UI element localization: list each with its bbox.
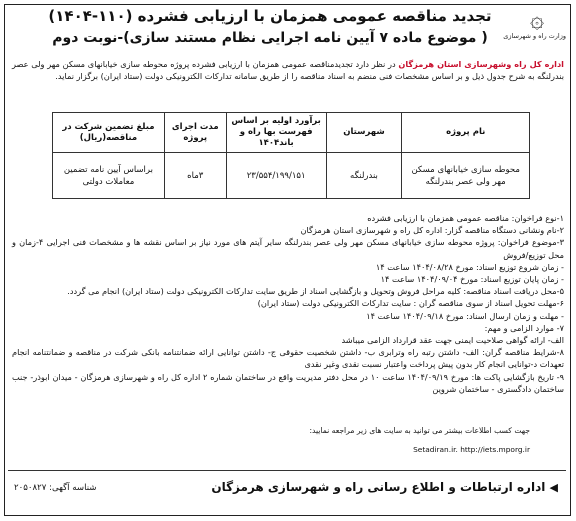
notice-title: تجدید مناقصه عمومی همزمان با ارزیابی فشرده (۱۱۰-۱۴۰۴): [48, 7, 492, 25]
table-cell-guarantee: براساس آیین نامه تضمین معاملات دولتی: [53, 153, 165, 199]
item-opening-date: ۹- تاریخ بازگشایی پاکت ها: مورخ ۱۴۰۴/۰۹/۱۹ ساعت ۱۰ در محل دفتر مدیریت واقع در ساختمان شماره ۲ اداره کل راه و شهرسازی هرمزگان - میدان ابوذر- جنب ساختمان دادگستری - ساختمان شروین: [12, 371, 564, 394]
intro-paragraph: [12, 58, 564, 82]
table-row: [53, 153, 530, 199]
publisher-name: اداره ارتباطات و اطلاع رسانی راه و شهرسازی هرمزگان: [211, 480, 546, 494]
item-documents-location: ۵-محل دریافت اسناد مناقصه: کلیه مراحل فروش وتحویل و بازگشایی اسناد از طریق سایت تدارکات الکترونیکی دولت (ستاد ایران) انجام می گردد.: [67, 286, 564, 297]
tender-table: [52, 112, 530, 199]
intro-lead: اداره کل راه وشهرسازی استان هرمزگان: [398, 59, 564, 69]
table-header-city: شهرستان: [326, 113, 402, 153]
table-header-row: [53, 113, 530, 153]
item-submission-place: ۶-مهلت تحویل اسناد از سوی مناقصه گران : سایت تدارکات الکترونیکی دولت (ستاد ایران): [257, 298, 564, 309]
intro-text: در نظر دارد تجدیدمناقصه عمومی همزمان با ارزیابی فشرده پروژه محوطه سازی خیابانهای مسکن مهر ولی عصر بندرلنگه به شرح جدول ذیل و بر اساس مشخصات فنی منضم به اسناد مناقصه را از طریق سامانه تدارکات الکترونیکی دولت (ستاد ایران) برگزار نماید.: [12, 59, 564, 81]
footer-divider: [8, 470, 566, 471]
item-organizer: ۲-نام ونشانی دستگاه مناقصه گزار: اداره کل راه و شهرسازی استان هرمزگان: [300, 225, 564, 236]
contact-text: جهت کسب اطلاعات بیشتر می توانید به سایت های زیر مراجعه نمایید:: [309, 426, 530, 435]
table-cell-city: بندرلنگه: [326, 153, 402, 199]
table-cell-duration: ۳ماه: [164, 153, 226, 199]
emblem-label: وزارت راه و شهرسازی: [503, 32, 566, 40]
item-call-type: ۱-نوع فراخوان: مناقصه عمومی همزمان با ارزیابی فشرده: [367, 213, 564, 223]
iran-emblem-icon: ۞: [529, 5, 545, 33]
pointer-arrow-icon: ◀: [549, 481, 558, 494]
table-cell-estimate: ۲۳/۵۵۴/۱۹۹/۱۵۱: [226, 153, 326, 199]
notice-id: شناسه آگهی: ۲۰۵۰۸۲۷: [14, 483, 97, 493]
notice-subtitle: ( موضوع ماده ۷ آیین نامه اجرایی نظام مستند سازی)-نوبت دوم: [52, 30, 488, 46]
table-header-project: نام پروژه: [402, 113, 530, 153]
item-distribution-end: - زمان پایان توزیع اسناد: مورخ ۱۴۰۴/۰۹/۰۴ ساعت ۱۴: [380, 274, 564, 285]
notice-items: [12, 212, 564, 395]
item-distribution-start: - زمان شروع توزیع اسناد: مورخ ۱۴۰۴/۰۸/۲۸ ساعت ۱۴: [375, 261, 564, 272]
item-subject: ۳-موضوع فراخوان: پروژه محوطه سازی خیابانهای مسکن مهر ولی عصر بندرلنگه سایر آیتم های مورد نیاز بر اساس نقشه ها و مشخصات فنی اجرایی ۴-زمان و محل توزیع/فروش: [12, 237, 565, 260]
table-header-estimate: برآورد اولیه بر اساس فهرست بها راه و باند۱۴۰۴: [226, 113, 326, 153]
table-cell-project: محوطه سازی خیابانهای مسکن مهر ولی عصر بندرلنگه: [402, 153, 530, 199]
item-safety-certificate: الف- ارائه گواهی صلاحیت ایمنی جهت عقد قرارداد الزامی میباشد: [341, 335, 564, 346]
website-links[interactable]: Setadiran.ir. http://iets.mporg.ir: [413, 445, 530, 454]
table-header-guarantee: مبلغ تضمین شرکت در مناقصه(ریال): [53, 113, 165, 153]
emblem: [503, 5, 566, 52]
table-header-duration: مدت اجرای پروژه: [164, 113, 226, 153]
item-bidder-conditions: ۸-شرایط مناقصه گران: الف- داشتن رتبه راه وترابری ب- داشتن شخصیت حقوقی ج- داشتن توانایی ارائه ضمانتنامه بانکی شرکت در مناقصه و ضمانتنامه انجام تعهدات د-توانایی انجام کار بدون پیش پرداخت واعتبار نسبت نقدی وغیر نقدی: [12, 347, 564, 370]
item-submission-deadline: - مهلت و زمان ارسال اسناد: مورخ ۱۴۰۴/۰۹/۱۸ ساعت ۱۴: [366, 310, 564, 321]
footer-publisher: [198, 478, 558, 497]
item-requirements-heading: ۷- موارد الزامی و مهم:: [484, 322, 564, 333]
